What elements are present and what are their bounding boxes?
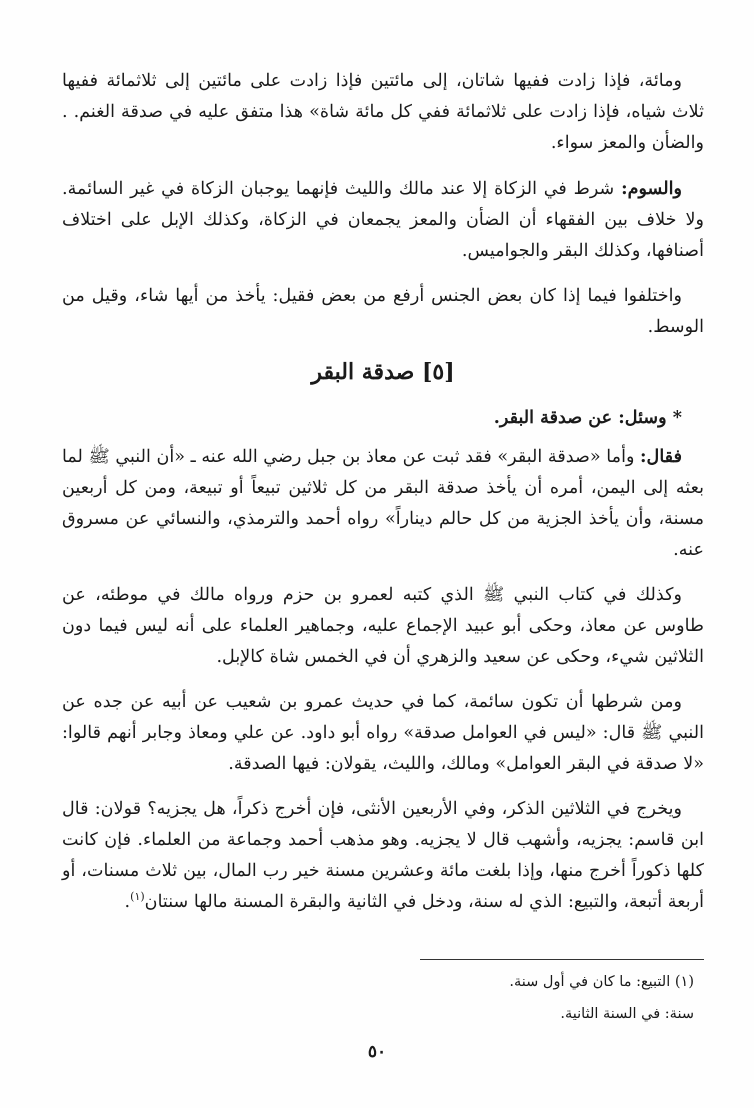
paragraph-2-text: شرط في الزكاة إلا عند مالك والليث فإنهما يوجبان الزكاة في غير السائمة. ولا خلاف بين الفقهاء أن الضأن والمعز يجمعان في الزكاة، وكذلك الإبل على اختلاف أصنافها، وكذلك البقر والجواميس. (62, 179, 704, 261)
paragraph-2 (62, 173, 704, 267)
paragraph-6: ومن شرطها أن تكون سائمة، كما في حديث عمرو بن شعيب عن أبيه عن جده عن النبي ﷺ قال: «ليس في العوامل صدقة» رواه أبو داود. عن علي ومعاذ وجابر أنهم قالوا: «لا صدقة في البقر العوامل» ومالك، والليث، يقولان: فيها الصدقة. (62, 692, 704, 774)
footnote-marker[interactable]: (١) (130, 890, 145, 904)
paragraph-4-text: وأما «صدقة البقر» فقد ثبت عن معاذ بن جبل رضي الله عنه ـ «أن النبي ﷺ لما بعثه إلى اليمن، أمره أن يأخذ صدقة البقر من كل ثلاثين تبيعاً أو تبيعة، ومن كل أربعين مسنة، وأن يأخذ الجزية من كل حالم ديناراً» رواه أحمد والترمذي، والنسائي عن مسروق عنه. (62, 447, 704, 560)
main-text (62, 66, 704, 932)
section-heading: [٥] صدقة البقر (311, 359, 455, 385)
paragraph-7-text: ويخرج في الثلاثين الذكر، وفي الأربعين الأنثى، فإن أخرج ذكراً، هل يجزيه؟ قولان: قال ابن قاسم: يجزيه، وأشهب قال لا يجزيه. وهو مذهب أحمد وجماعة من العلماء. فإن كانت كلها ذكوراً أخرج منها، وإذا بلغت مائة وعشرين مسنة خير رب المال، بين ثلاث مسنات، أو أربعة أتبعة، والتبيع: الذي له سنة، ودخل في الثانية والبقرة المسنة مالها سنتان (62, 799, 704, 912)
paragraph-4-lead: فقال: (640, 446, 682, 467)
paragraph-5: وكذلك في كتاب النبي ﷺ الذي كتبه لعمرو بن حزم ورواه مالك في موطئه، عن طاوس عن معاذ، وحكى أبو عبيد الإجماع عليه، وجماهير العلماء على أنه ليس فيما دون الثلاثين شيء، وحكى عن سعيد والزهري أن في الخمس شاة كالإبل. (62, 585, 704, 667)
paragraph-3: واختلفوا فيما إذا كان بعض الجنس أرفع من بعض فقيل: يأخذ من أيها شاء، وقيل من الوسط. (62, 286, 704, 337)
question-line: * وسئل: عن صدقة البقر. (493, 407, 682, 428)
paragraph-4 (62, 441, 704, 566)
footnotes (62, 966, 704, 1030)
paragraph-7-end: . (124, 892, 131, 912)
page-number: ٥٠ (367, 1042, 387, 1062)
footnote-2: سنة: في السنة الثانية. (560, 1006, 694, 1022)
paragraph-2-lead: والسوم: (621, 178, 682, 199)
footnote-1: (١) التبيع: ما كان في أول سنة. (509, 974, 694, 990)
paragraph-1: ومائة، فإذا زادت ففيها شاتان، إلى مائتين فإذا زادت على مائتين إلى ثلاثمائة ففيها ثلاث شياه، فإذا زادت على ثلاثمائة ففي كل مائة شاة» هذا متفق عليه في صدقة الغنم. . والضأن والمعز سواء. (62, 71, 704, 153)
footnote-divider (420, 959, 704, 960)
paragraph-7 (62, 794, 704, 918)
